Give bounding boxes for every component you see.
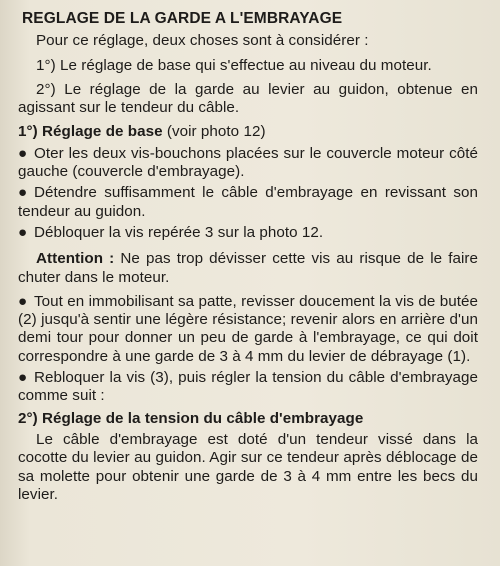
- attention-paragraph: [18, 250, 478, 287]
- page-title: REGLAGE DE LA GARDE A L'EMBRAYAGE: [22, 10, 343, 27]
- section-2-heading: 2°) Réglage de la tension du câble d'embrayage: [18, 409, 364, 427]
- bullet-icon: ●: [18, 223, 28, 241]
- bullet-text: Débloquer la vis repérée 3 sur la photo 12.: [34, 223, 324, 241]
- point-2-paragraph: 2°) Le réglage de la garde au levier au guidon, obtenue en agissant sur le tendeur du câble.: [18, 80, 478, 117]
- list-item: [18, 224, 478, 242]
- bullet-icon: ●: [18, 292, 28, 310]
- section-1-heading-bold: 1°) Réglage de base: [18, 123, 163, 141]
- bullet-text: Rebloquer la vis (3), puis régler la tension du câble d'embrayage comme suit :: [18, 369, 478, 405]
- section-1-heading: [18, 123, 478, 141]
- point-1-paragraph: 1°) Le réglage de base qui s'effectue au niveau du moteur.: [36, 56, 432, 74]
- bullet-icon: ●: [18, 184, 28, 202]
- bullet-icon: ●: [18, 144, 28, 162]
- list-item: [18, 145, 478, 182]
- bullet-text: Oter les deux vis-bouchons placées sur le couvercle moteur côté gauche (couvercle d'embrayage).: [18, 144, 478, 181]
- list-item: [18, 184, 478, 221]
- section-2-paragraph: Le câble d'embrayage est doté d'un tendeur vissé dans la cocotte du levier au guidon. Agir sur ce tendeur après déblocage de sa molette pour obtenir une garde de 3 à 4 mm entre les becs du levier.: [18, 430, 478, 503]
- list-item: [18, 369, 478, 406]
- bullet-icon: ●: [18, 369, 28, 387]
- bullet-text: Détendre suffisamment le câble d'embrayage en revissant son tendeur au guidon.: [18, 184, 478, 220]
- intro-paragraph: Pour ce réglage, deux choses sont à considérer :: [36, 32, 369, 50]
- section-1-heading-ref: (voir photo 12): [162, 123, 266, 141]
- bullet-text: Tout en immobilisant sa patte, revisser doucement la vis de butée (2) jusqu'à sentir une légère résistance; revenir alors en arrière d'un demi tour pour donner un peu de garde à l'embrayage, ce qui doit correspondre à une garde de 3 à 4 mm du levier de débrayage (1).: [18, 292, 478, 365]
- document-body: [18, 10, 478, 510]
- list-item: [18, 293, 478, 366]
- attention-text: Ne pas trop dévisser cette vis au risque de le faire chuter dans le moteur.: [18, 250, 478, 286]
- attention-label: Attention :: [36, 250, 115, 268]
